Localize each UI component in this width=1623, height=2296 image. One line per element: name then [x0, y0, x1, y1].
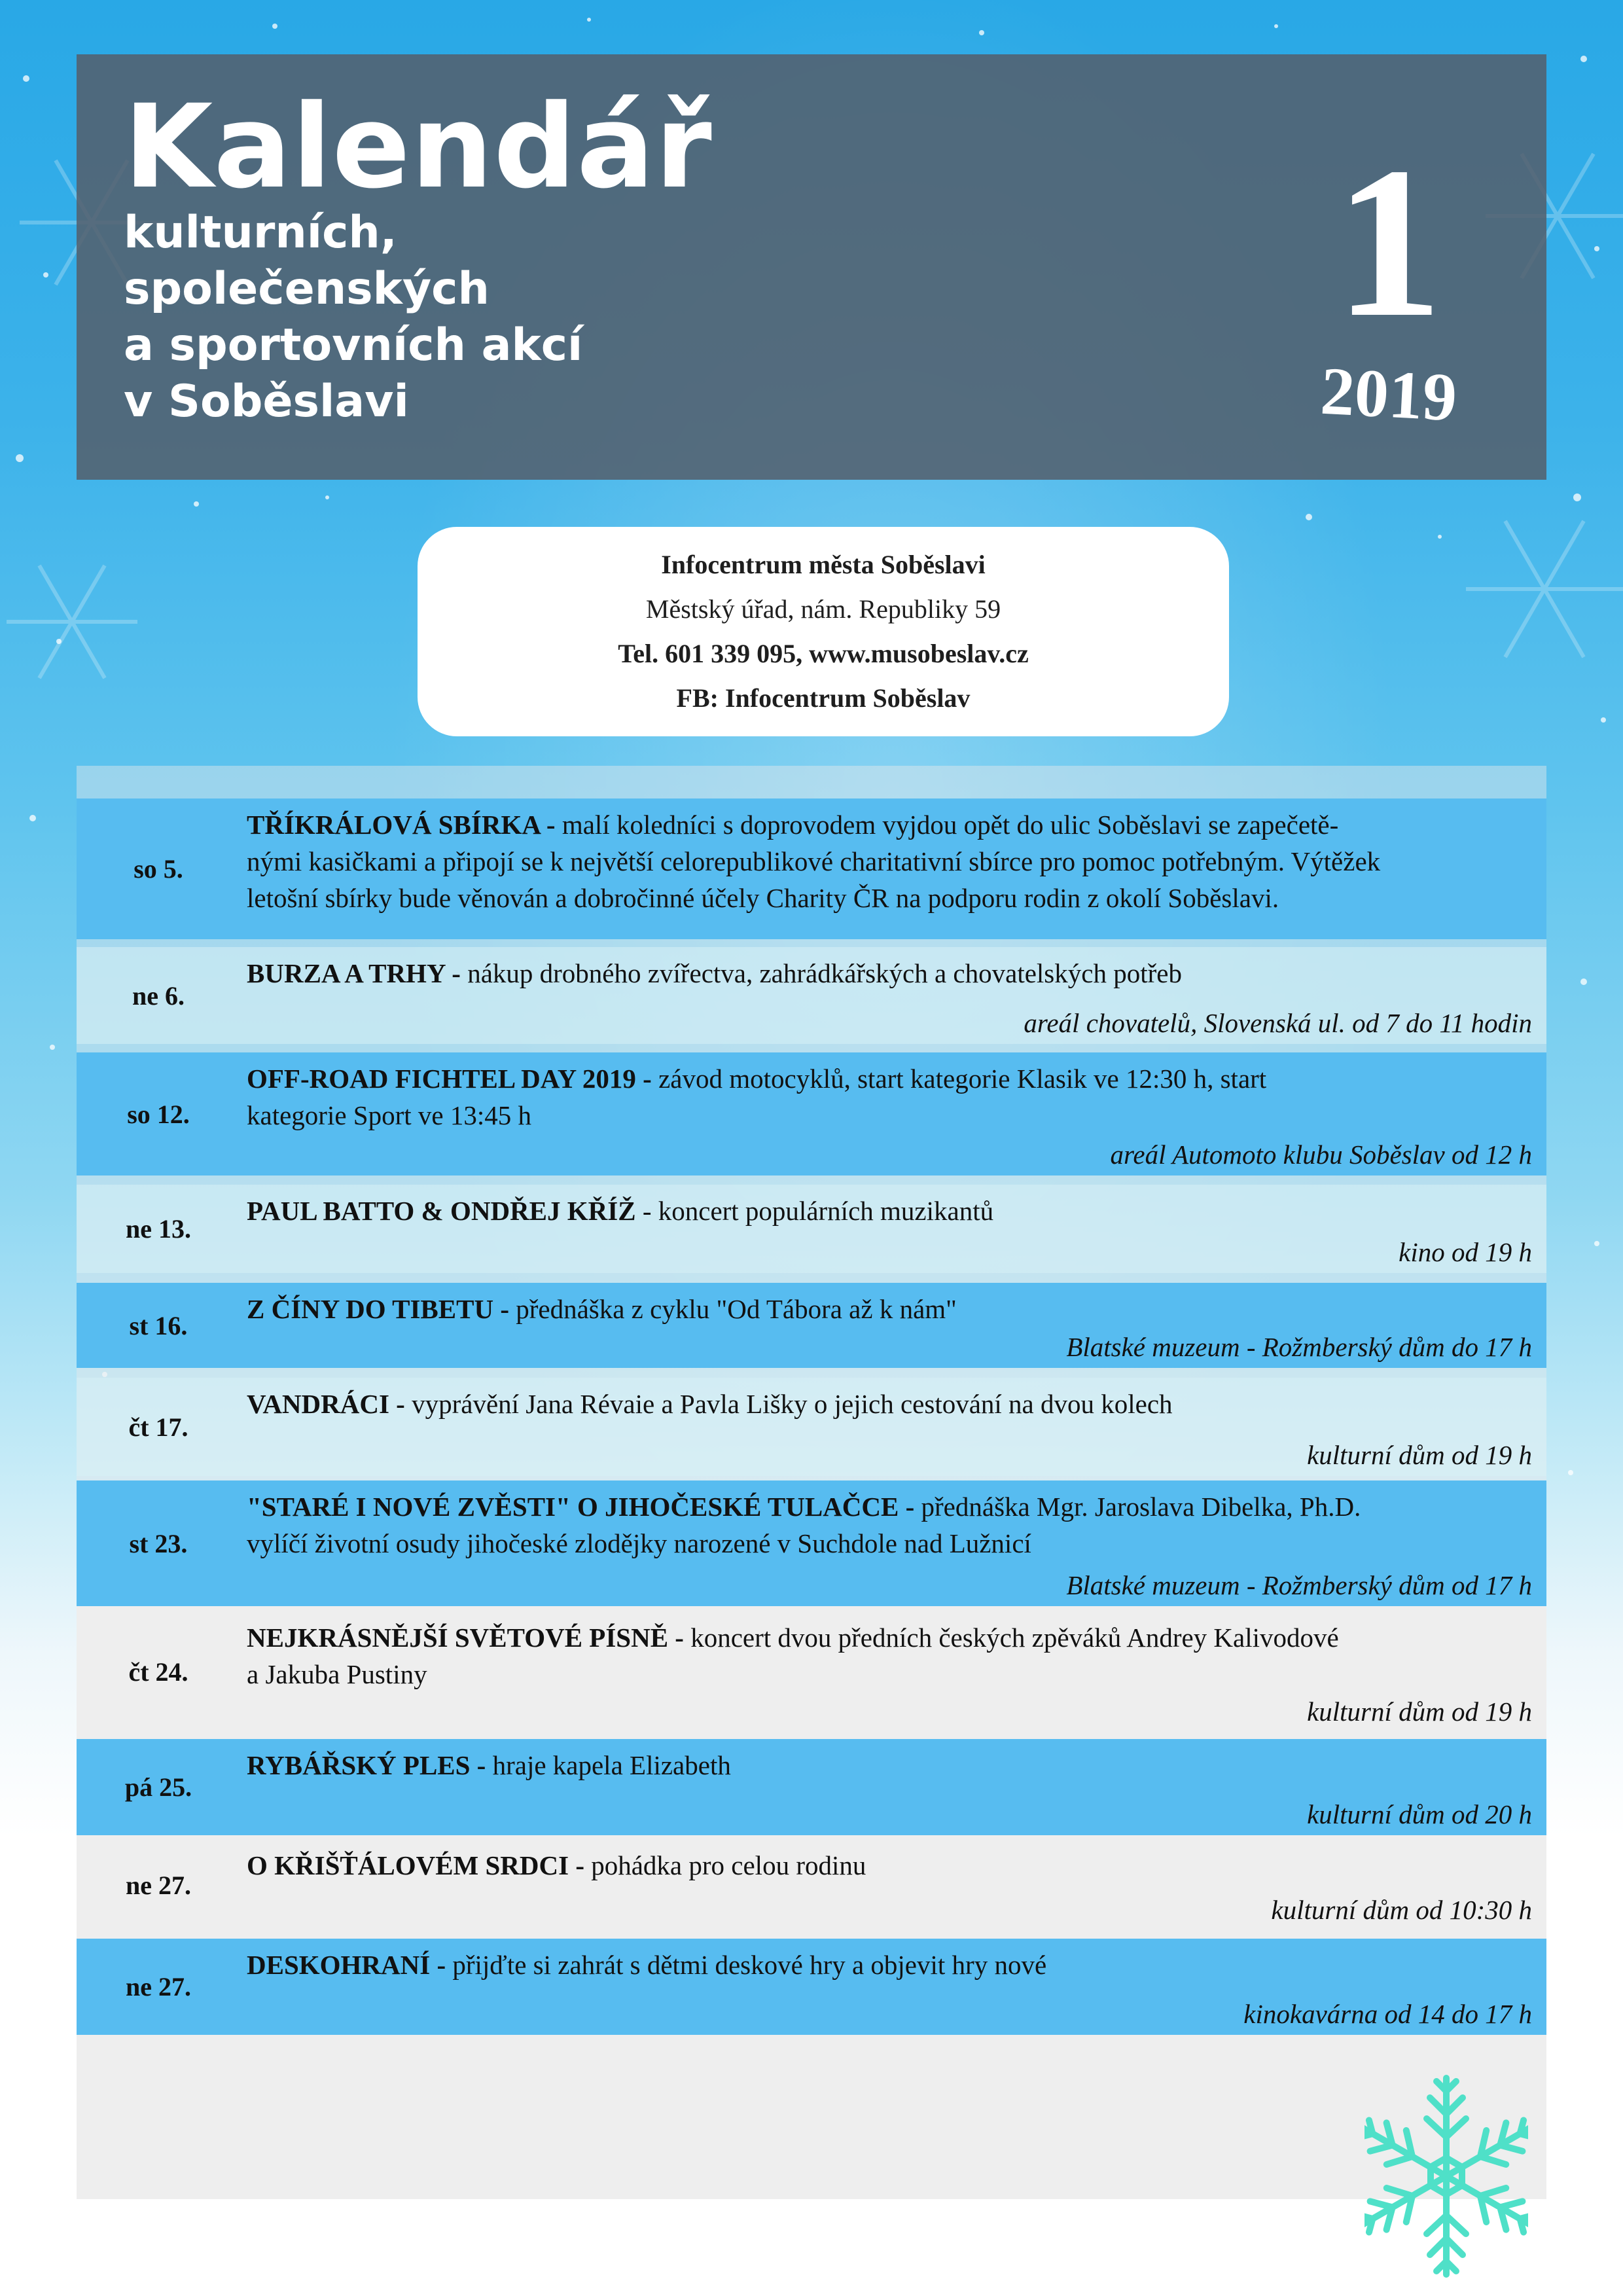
event-description: malí koledníci s doprovodem vyjdou opět do ulic Soběslavi se zapečetě- — [562, 810, 1339, 840]
event-description: závod motocyklů, start kategorie Klasik ve 12:30 h, start — [658, 1064, 1267, 1094]
event-title: "STARÉ I NOVÉ ZVĚSTI" O JIHOČESKÉ TULAČCE - — [247, 1492, 921, 1522]
event-row — [77, 1185, 1546, 1273]
event-title: VANDRÁCI - — [247, 1389, 412, 1419]
event-description: nými kasičkami a připojí se k největší celorepublikové charitativní sbírce pro pomoc potřebným. Výtěžek — [247, 846, 1381, 876]
snowflake-icon — [1364, 2068, 1528, 2284]
event-description: a Jakuba Pustiny — [247, 1659, 427, 1689]
event-place: kino od 19 h — [1399, 1237, 1532, 1267]
event-place: kulturní dům od 20 h — [1307, 1799, 1532, 1829]
event-row — [77, 1480, 1546, 1606]
event-description: vylíčí životní osudy jihočeské zlodějky narozené v Suchdole nad Lužnicí — [247, 1528, 1031, 1558]
event-title: RYBÁŘSKÝ PLES - — [247, 1750, 493, 1780]
event-date: ne 27. — [126, 1972, 191, 2001]
event-description: - koncert populárních muzikantů — [635, 1196, 994, 1226]
event-place: areál Automoto klubu Soběslav od 12 h — [1110, 1139, 1532, 1170]
event-place: Blatské muzeum - Rožmberský dům do 17 h — [1066, 1332, 1532, 1362]
event-description: koncert dvou předních českých zpěváků Andrey Kalivodové — [690, 1623, 1339, 1653]
event-date: st 23. — [129, 1528, 188, 1558]
info-contact: Tel. 601 339 095, www.musobeslav.cz — [618, 639, 1029, 668]
event-row — [77, 798, 1546, 939]
event-date: čt 24. — [128, 1657, 188, 1687]
event-place: kulturní dům od 10:30 h — [1271, 1895, 1532, 1925]
event-title: PAUL BATTO & ONDŘEJ KŘÍŽ — [247, 1196, 636, 1226]
page-title: Kalendář — [124, 80, 713, 214]
event-description: nákup drobného zvířectva, zahrádkářských a chovatelských potřeb — [467, 958, 1182, 988]
event-description: přednáška z cyklu "Od Tábora až k nám" — [516, 1294, 957, 1324]
event-date: st 16. — [129, 1310, 188, 1340]
issue-number: 1 — [1334, 123, 1443, 362]
event-place: kinokavárna od 14 do 17 h — [1243, 1999, 1532, 2029]
event-row — [77, 947, 1546, 1044]
event-place: Blatské muzeum - Rožmberský dům od 17 h — [1066, 1570, 1532, 1600]
event-date: so 12. — [127, 1099, 190, 1129]
event-title: BURZA A TRHY - — [247, 958, 468, 988]
event-place: areál chovatelů, Slovenská ul. od 7 do 11 hodin — [1024, 1008, 1532, 1038]
subtitle-line: v Soběslavi — [124, 376, 409, 427]
event-title: TŘÍKRÁLOVÁ SBÍRKA - — [247, 810, 562, 840]
event-date: ne 6. — [132, 980, 185, 1011]
event-text — [247, 1386, 1532, 1422]
event-text — [247, 806, 1532, 916]
event-date: so 5. — [134, 854, 183, 884]
event-row — [77, 1939, 1546, 2035]
event-place: kulturní dům od 19 h — [1307, 1440, 1532, 1470]
header-banner — [77, 54, 1546, 480]
event-title: NEJKRÁSNĚJŠÍ SVĚTOVÉ PÍSNĚ - — [247, 1623, 691, 1653]
subtitle-line: a sportovních akcí — [124, 319, 583, 371]
event-description: vyprávění Jana Révaie a Pavla Lišky o jejich cestování na dvou kolech — [412, 1389, 1173, 1419]
event-text — [247, 1847, 1532, 1884]
event-place: kulturní dům od 19 h — [1307, 1696, 1532, 1727]
event-text — [247, 1060, 1532, 1134]
event-text — [247, 1488, 1532, 1562]
event-text — [247, 1946, 1532, 1983]
event-text — [247, 1193, 1532, 1229]
issue-year: 2019 — [1319, 353, 1459, 436]
subtitle-line: kulturních, — [124, 207, 397, 259]
event-row — [77, 1378, 1546, 1476]
event-row — [77, 1739, 1546, 1835]
info-address: Městský úřad, nám. Republiky 59 — [645, 594, 1001, 624]
info-box — [418, 527, 1229, 736]
event-description: přednáška Mgr. Jaroslava Dibelka, Ph.D. — [921, 1492, 1361, 1522]
event-row — [77, 1839, 1546, 1931]
event-text — [247, 1291, 1532, 1327]
event-description: kategorie Sport ve 13:45 h — [247, 1100, 531, 1130]
event-description: přijďte si zahrát s dětmi deskové hry a objevit hry nové — [452, 1950, 1047, 1980]
event-title: OFF-ROAD FICHTEL DAY 2019 - — [247, 1064, 659, 1094]
event-text — [247, 1619, 1532, 1693]
event-description: hraje kapela Elizabeth — [492, 1750, 731, 1780]
event-date: ne 13. — [126, 1214, 191, 1244]
event-text — [247, 955, 1532, 992]
info-facebook: FB: Infocentrum Soběslav — [676, 683, 971, 713]
event-row — [77, 1611, 1546, 1732]
event-row — [77, 1052, 1546, 1175]
event-description: pohádka pro celou rodinu — [591, 1850, 866, 1880]
event-title: O KŘIŠŤÁLOVÉM SRDCI - — [247, 1850, 592, 1880]
event-description: letošní sbírky bude věnován a dobročinné účely Charity ČR na podporu rodin z okolí Soběslavi. — [247, 883, 1279, 913]
subtitle-line: společenských — [124, 263, 490, 315]
page-subtitle — [124, 205, 1105, 430]
event-date: ne 27. — [126, 1870, 191, 1900]
event-date: pá 25. — [124, 1772, 192, 1802]
event-title: DESKOHRANÍ - — [247, 1950, 453, 1980]
info-name: Infocentrum města Soběslavi — [661, 550, 986, 579]
event-date: čt 17. — [128, 1412, 188, 1442]
event-title: Z ČÍNY DO TIBETU - — [247, 1294, 516, 1324]
event-text — [247, 1747, 1532, 1784]
event-row — [77, 1283, 1546, 1368]
